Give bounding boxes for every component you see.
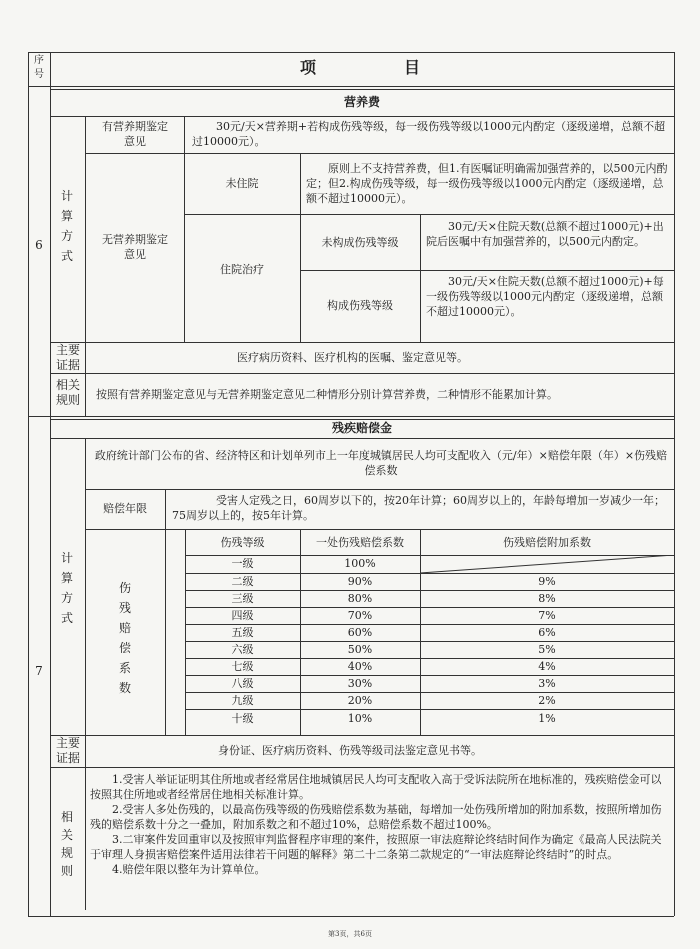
- table-cell-grade: 三级: [231, 592, 254, 605]
- s7-rule-2: 2.受害人多处伤残的，以最高伤残等级的伤残赔偿系数为基础，每增加一处伤残所增加的附加系数，按照所增加伤残的赔偿系数十分之一叠加，附加系数之和不超过10%，总赔偿系数不超过100%。: [90, 803, 662, 831]
- table-cell-coef: 20%: [347, 694, 373, 707]
- table-cell-additional: 4%: [538, 660, 556, 673]
- table-cell-grade: 七级: [231, 660, 254, 673]
- s7-years-text: 受害人定残之日，60周岁以下的，按20年计算；60周岁以上的，年龄每增加一岁减少一年；75周岁以上的，按5年计算。: [172, 494, 665, 522]
- s6-not-hosp-text: 原则上不支持营养费，但1.有医嘱证明确需加强营养的，以500元内酌定；但2.构成伤残等级，每一级伤残等级以1000元内酌定（逐级递增，总额不超过10000元）。: [306, 162, 668, 205]
- table-cell-coef: 100%: [344, 557, 376, 570]
- table-cell-grade: 九级: [231, 694, 254, 707]
- s6-disab-text: 30元/天×住院天数(总额不超过1000元)+每一级伤残等级以1000元内酌定（逐级递增，总额不超过10000元）。: [426, 275, 664, 318]
- table-cell-additional: 1%: [538, 712, 556, 725]
- s6-no-disab-text: 30元/天×住院天数(总额不超过1000元)+出院后医嘱中有加强营养的，以500元内酌定。: [426, 220, 664, 248]
- s6-disab-label: 构成伤残等级: [327, 299, 393, 312]
- table-cell-additional: 7%: [538, 609, 556, 622]
- s6-evidence-text: 医疗病历资料、医疗机构的医嘱、鉴定意见等。: [237, 351, 468, 364]
- table-cell-additional: 5%: [538, 643, 556, 656]
- table-cell-coef: 80%: [347, 592, 373, 605]
- table-cell-grade: 六级: [231, 643, 254, 656]
- s6-calc-label: 计算方式: [60, 189, 73, 263]
- table-cell-grade: 一级: [231, 557, 254, 570]
- header-seq: 序号: [34, 55, 44, 80]
- table-cell-additional: 3%: [538, 677, 556, 690]
- s6-no-disab-label: 未构成伤残等级: [321, 236, 399, 249]
- s7-title: 残疾赔偿金: [331, 421, 392, 435]
- s6-hosp-label: 住院治疗: [220, 263, 264, 276]
- s6-rules-text: 按照有营养期鉴定意见与无营养期鉴定意见二种情形分别计算营养费，二种情形不能累加计算。: [96, 388, 558, 401]
- table-cell-additional: 9%: [538, 575, 556, 588]
- s7-evidence-label: 主要证据: [55, 736, 80, 765]
- table-cell-additional: 2%: [538, 694, 556, 707]
- s7-rules: [90, 772, 668, 877]
- s6-rules-label: 相关规则: [55, 378, 80, 407]
- table-cell-grade: 八级: [231, 677, 254, 690]
- s7-rule-3: 3.二审案件发回重审以及按照审判监督程序审理的案件，按照原一审法庭辩论终结时间作为确定《最高人民法院关于审理人身损害赔偿案件适用法律若干问题的解释》第二十二条第二款规定的“一审法庭辩论终结时”的时点。: [90, 833, 662, 861]
- table-cell-grade: 四级: [231, 609, 254, 622]
- table-cell-grade: 五级: [231, 626, 254, 639]
- s6-title: 营养费: [343, 95, 380, 109]
- table-cell-coef: 10%: [347, 712, 373, 725]
- s7-years-label: 赔偿年限: [103, 502, 147, 515]
- s6-not-hosp-label: 未住院: [225, 177, 259, 190]
- table-cell-coef: 70%: [347, 609, 373, 622]
- table-cell-additional: 6%: [538, 626, 556, 639]
- table-cell-coef: 50%: [347, 643, 373, 656]
- s7-evidence-text: 身份证、医疗病历资料、伤残等级司法鉴定意见书等。: [218, 744, 482, 757]
- s7-rule-4: 4.赔偿年限以整年为计算单位。: [112, 863, 266, 876]
- s6-evidence-label: 主要证据: [55, 343, 80, 372]
- table-header-grade: 伤残等级: [220, 536, 265, 549]
- s7-number: 7: [35, 664, 43, 678]
- s6-with-label: 有营养期鉴定意见: [102, 120, 168, 148]
- table-header-additional: 伤残赔偿附加系数: [503, 536, 591, 549]
- table-cell-coef: 90%: [347, 575, 373, 588]
- header-item-left: 项: [300, 58, 319, 77]
- s7-calc-label: 计算方式: [60, 551, 73, 625]
- s6-with-text: 30元/天×营养期+若构成伤残等级，每一级伤残等级以1000元内酌定（逐级递增，总额不超过10000元）。: [192, 120, 666, 148]
- s7-coef-label: 伤残赔偿系数: [118, 581, 131, 695]
- table-cell-coef: 30%: [347, 677, 373, 690]
- table-header-coef: 一处伤残赔偿系数: [316, 536, 404, 549]
- table-cell-additional: 8%: [538, 592, 556, 605]
- s7-rules-label: 相关规则: [60, 810, 73, 878]
- s6-without-label: 无营养期鉴定意见: [102, 233, 168, 261]
- s7-rule-1: 1.受害人举证证明其住所地或者经常居住地城镇居民人均可支配收入高于受诉法院所在地标准的，残疾赔偿金可以按照其住所地或者经常居住地相关标准计算。: [90, 773, 662, 801]
- table-cell-coef: 40%: [347, 660, 373, 673]
- table-cell-grade: 十级: [231, 712, 254, 725]
- table-cell-grade: 二级: [231, 575, 254, 588]
- page-number: 第3页，共6页: [328, 930, 372, 938]
- table-cell-coef: 60%: [347, 626, 373, 639]
- s6-number: 6: [35, 238, 43, 252]
- diagonal-line: [420, 555, 674, 573]
- header-item-right: 目: [404, 58, 423, 77]
- s7-formula: 政府统计部门公布的省、经济特区和计划单列市上一年度城镇居民人均可支配收入（元/年）×赔偿年限（年）×伤残赔偿系数: [94, 449, 668, 477]
